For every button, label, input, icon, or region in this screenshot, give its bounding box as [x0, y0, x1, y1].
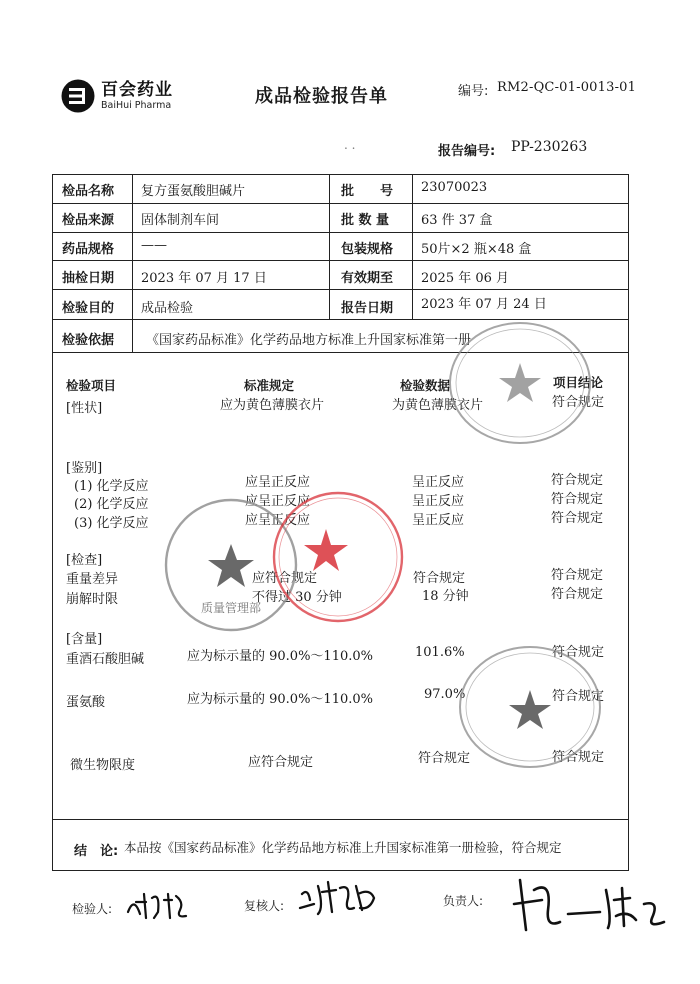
source-value: 固体制剂车间 — [141, 213, 220, 228]
doc-number-label: 编号: — [458, 84, 489, 99]
spec-label: 药品规格 — [62, 242, 115, 257]
identification-standard: 应呈正反应 — [245, 494, 311, 509]
inspection-conclusion: 符合规定 — [551, 568, 604, 583]
purpose-label: 检验目的 — [62, 301, 115, 316]
inspection-conclusion: 符合规定 — [551, 587, 604, 602]
character-data: 为黄色薄膜衣片 — [392, 398, 484, 413]
product-name-label: 检品名称 — [62, 184, 115, 199]
batch-number: 23070023 — [421, 180, 488, 195]
sample-date-label: 抽检日期 — [62, 271, 115, 286]
inspection-standard: 不得过 30 分钟 — [252, 590, 342, 605]
identification-standard: 应呈正反应 — [245, 513, 311, 528]
logo-english: BaiHui Pharma — [101, 99, 172, 111]
inspection-data: 18 分钟 — [422, 589, 469, 604]
identification-item: (1) 化学反应 — [74, 479, 149, 494]
table-col-rule — [329, 174, 330, 319]
identification-standard: 应呈正反应 — [245, 475, 311, 490]
assay-conclusion: 符合规定 — [552, 689, 605, 704]
pack-label: 包装规格 — [341, 242, 394, 257]
identification-item: (2) 化学反应 — [74, 497, 149, 512]
identification-data: 呈正反应 — [412, 494, 465, 509]
report-number-label: 报告编号: — [438, 144, 496, 159]
identification-title: [鉴别] — [66, 461, 103, 476]
source-label: 检品来源 — [62, 213, 115, 228]
col-header-item: 检验项目 — [66, 378, 117, 393]
basis-value: 《国家药品标准》化学药品地方标准上升国家标准第一册 — [146, 333, 472, 348]
microbial-data: 符合规定 — [418, 751, 471, 766]
report-date-label: 报告日期 — [341, 301, 394, 316]
quantity-label: 批 数 量 — [341, 213, 390, 228]
responsible-signature — [512, 870, 672, 938]
seal-text: 质量管理部 — [200, 601, 262, 615]
expiry-label: 有效期至 — [341, 271, 394, 286]
inspection-item: 重量差异 — [66, 572, 119, 587]
doc-number: RM2-QC-01-0013-01 — [497, 80, 637, 95]
product-name: 复方蛋氨酸胆碱片 — [141, 184, 246, 199]
identification-data: 呈正反应 — [412, 513, 465, 528]
character-item: [性状] — [66, 401, 103, 416]
inspection-data: 符合规定 — [413, 571, 466, 586]
character-conclusion: 符合规定 — [552, 395, 605, 410]
identification-item: (3) 化学反应 — [74, 516, 149, 531]
baihui-logo-icon — [60, 78, 96, 114]
identification-conclusion: 符合规定 — [551, 473, 604, 488]
spec-value: —— — [141, 238, 167, 253]
table-rule — [52, 819, 629, 820]
reviewer-label: 复核人: — [244, 899, 285, 913]
dots-mark: . . — [344, 138, 356, 152]
identification-conclusion: 符合规定 — [551, 492, 604, 507]
red-company-seal — [270, 489, 406, 625]
table-rule — [52, 260, 629, 261]
report-number: PP-230263 — [511, 139, 588, 155]
sample-date: 2023 年 07 月 17 日 — [141, 271, 267, 286]
reviewer-signature — [296, 878, 380, 920]
faded-seal-top — [445, 318, 595, 448]
company-logo — [60, 78, 173, 114]
col-header-standard: 标准规定 — [244, 378, 295, 393]
assay-data: 97.0% — [424, 687, 466, 702]
batch-label: 批 号 — [341, 184, 394, 199]
table-rule — [52, 203, 629, 204]
table-rule — [52, 289, 629, 290]
inspection-title: [检查] — [66, 553, 103, 568]
assay-item: 蛋氨酸 — [66, 695, 106, 710]
assay-item: 重酒石酸胆碱 — [66, 652, 145, 667]
assay-standard: 应为标示量的 90.0%～110.0% — [187, 649, 373, 664]
expiry-date: 2025 年 06 月 — [421, 271, 510, 286]
inspection-item: 崩解时限 — [66, 592, 119, 607]
assay-conclusion: 符合规定 — [552, 645, 605, 660]
identification-conclusion: 符合规定 — [551, 511, 604, 526]
table-rule — [52, 232, 629, 233]
table-col-rule — [412, 174, 413, 319]
logo-name: 百会药业 — [101, 79, 173, 100]
table-col-rule — [132, 174, 133, 352]
assay-data: 101.6% — [415, 645, 465, 660]
conclusion-label: 结 论: — [74, 844, 119, 859]
assay-standard: 应为标示量的 90.0%～110.0% — [187, 692, 373, 707]
col-header-data: 检验数据 — [400, 378, 451, 393]
inspection-standard: 应符合规定 — [252, 571, 318, 586]
inspector-signature — [124, 888, 194, 926]
report-date: 2023 年 07 月 24 日 — [421, 297, 547, 312]
character-standard: 应为黄色薄膜衣片 — [220, 398, 325, 413]
pack-value: 50片×2 瓶×48 盒 — [421, 242, 532, 257]
col-header-conclusion: 项目结论 — [553, 375, 604, 390]
document-title: 成品检验报告单 — [255, 86, 388, 107]
identification-data: 呈正反应 — [412, 475, 465, 490]
conclusion-text: 本品按《国家药品标准》化学药品地方标准上升国家标准第一册检验，符合规定 — [124, 840, 562, 855]
purpose-value: 成品检验 — [141, 301, 194, 316]
microbial-standard: 应符合规定 — [248, 755, 314, 770]
basis-label: 检验依据 — [62, 333, 115, 348]
inspector-label: 检验人: — [72, 902, 113, 916]
responsible-label: 负责人: — [443, 894, 484, 908]
quantity-value: 63 件 37 盒 — [421, 213, 493, 228]
assay-title: [含量] — [66, 632, 103, 647]
microbial-conclusion: 符合规定 — [552, 750, 605, 765]
faded-seal-bottom — [455, 642, 605, 772]
microbial-item: 微生物限度 — [70, 758, 136, 773]
